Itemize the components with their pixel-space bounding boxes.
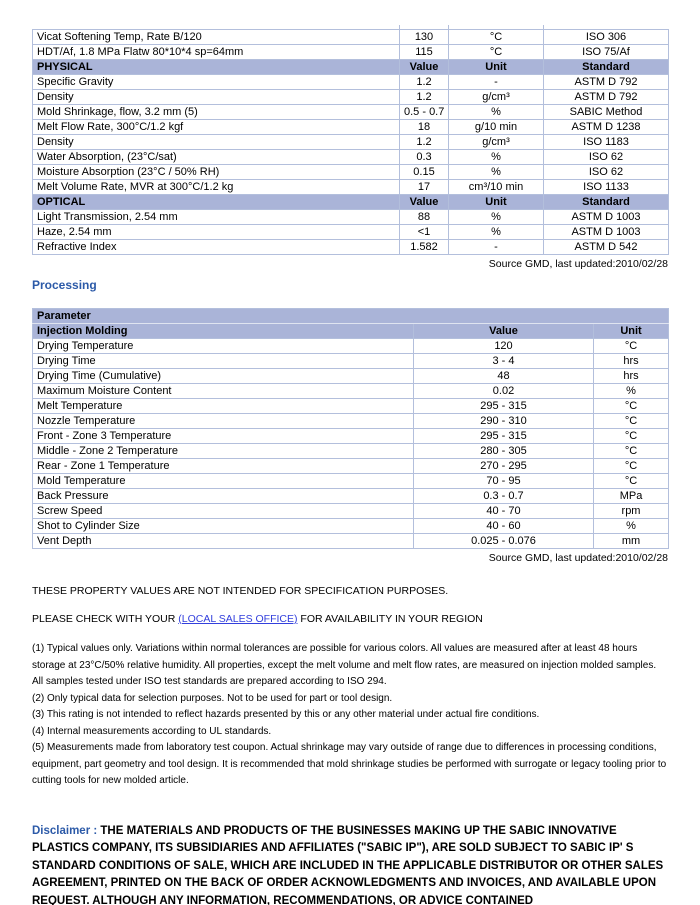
cell-value: 1.2 [400, 90, 449, 105]
cell-unit: Unit [449, 195, 544, 210]
cell-value: 270 - 295 [414, 459, 594, 474]
table-row [33, 120, 669, 135]
disclaimer [32, 823, 668, 905]
cell-value: Value [400, 60, 449, 75]
footnotes [32, 641, 668, 790]
cell-value: 40 - 60 [414, 519, 594, 534]
cell-unit: hrs [594, 369, 669, 384]
cell-standard: ISO 75/Af [544, 45, 669, 60]
footnote: (5) Measurements made from laboratory test coupon. Actual shrinkage may vary outside of range due to differences in processing conditions, equipment, part geometry and tool design. It is recommended that mold shrinkage studies be performed with surrogate or legacy tooling prior to cutting tools for new molded article. [32, 742, 667, 786]
cell-value: 1.2 [400, 75, 449, 90]
availability-prefix: PLEASE CHECK WITH YOUR [32, 613, 179, 625]
cell-value: 18 [400, 120, 449, 135]
cell-standard: ASTM D 1003 [544, 225, 669, 240]
cell-label: Vent Depth [33, 534, 414, 549]
cell-standard: ISO 62 [544, 150, 669, 165]
cell-unit: °C [594, 339, 669, 354]
cell-label: Front - Zone 3 Temperature [33, 429, 414, 444]
cell-unit: % [449, 225, 544, 240]
cell-label: Specific Gravity [33, 75, 400, 90]
cell-value: <1 [400, 225, 449, 240]
table-row [33, 459, 669, 474]
cell-label: PHYSICAL [33, 60, 400, 75]
cell-label: Moisture Absorption (23°C / 50% RH) [33, 165, 400, 180]
cell-standard: ASTM D 1238 [544, 120, 669, 135]
cell-value: 280 - 305 [414, 444, 594, 459]
cell-label: Drying Time [33, 354, 414, 369]
cell-unit: Unit [449, 60, 544, 75]
column-header-unit: Unit [594, 324, 669, 339]
table-row [33, 165, 669, 180]
source-note: Source GMD, last updated:2010/02/28 [488, 552, 668, 564]
cell-label: Rear - Zone 1 Temperature [33, 459, 414, 474]
section-header-row [33, 60, 669, 75]
parameter-header-cell: Parameter [33, 309, 669, 324]
cell-label: Melt Temperature [33, 399, 414, 414]
cell-unit: rpm [594, 504, 669, 519]
cell-label: Mold Shrinkage, flow, 3.2 mm (5) [33, 105, 400, 120]
cell-standard: ASTM D 1003 [544, 210, 669, 225]
cell-unit: % [594, 384, 669, 399]
cell-label: Refractive Index [33, 240, 400, 255]
section-header-row [33, 195, 669, 210]
table-row [33, 369, 669, 384]
cell-unit: g/cm³ [449, 135, 544, 150]
cell-label: Water Absorption, (23°C/sat) [33, 150, 400, 165]
cell-unit: - [449, 75, 544, 90]
cell-unit: °C [594, 429, 669, 444]
availability-note [32, 613, 668, 625]
cell-value: 40 - 70 [414, 504, 594, 519]
cell-value: 88 [400, 210, 449, 225]
table-row [33, 135, 669, 150]
cell-value: 0.3 [400, 150, 449, 165]
cell-label: Nozzle Temperature [33, 414, 414, 429]
table-row [33, 30, 669, 45]
processing-heading: Processing [32, 278, 97, 292]
table-row [33, 354, 669, 369]
cell-label: Maximum Moisture Content [33, 384, 414, 399]
table-row [33, 90, 669, 105]
cell-label: Vicat Softening Temp, Rate B/120 [33, 30, 400, 45]
cell-value: 295 - 315 [414, 399, 594, 414]
cell-value: Value [400, 195, 449, 210]
cell-label: Mold Temperature [33, 474, 414, 489]
table-row [33, 45, 669, 60]
spec-purpose-note: THESE PROPERTY VALUES ARE NOT INTENDED FOR SPECIFICATION PURPOSES. [32, 585, 449, 597]
table-row [33, 225, 669, 240]
table-row [33, 384, 669, 399]
table-row [33, 399, 669, 414]
cell-standard: Standard [544, 195, 669, 210]
cell-unit: % [449, 150, 544, 165]
disclaimer-label: Disclaimer : [32, 824, 98, 837]
cell-standard: ASTM D 542 [544, 240, 669, 255]
cell-unit: cm³/10 min [449, 180, 544, 195]
table-row [33, 150, 669, 165]
cell-unit: mm [594, 534, 669, 549]
cell-value: 295 - 315 [414, 429, 594, 444]
cell-label: Shot to Cylinder Size [33, 519, 414, 534]
cell-label: Density [33, 90, 400, 105]
cell-unit: % [594, 519, 669, 534]
cell-label: Back Pressure [33, 489, 414, 504]
parameter-group-header [33, 309, 669, 324]
cell-unit: % [449, 165, 544, 180]
cell-standard: ISO 1133 [544, 180, 669, 195]
local-sales-office-link[interactable]: (LOCAL SALES OFFICE) [178, 613, 298, 625]
cell-label: Middle - Zone 2 Temperature [33, 444, 414, 459]
cell-label: Drying Temperature [33, 339, 414, 354]
disclaimer-text: THE MATERIALS AND PRODUCTS OF THE BUSINESSES MAKING UP THE SABIC INNOVATIVE PLASTICS COMPANY, ITS SUBSIDIARIES AND AFFILIATES ("SABIC IP"), ARE SOLD SUBJECT TO SABIC IP' S STANDARD CONDITIONS OF SALE, WHICH ARE INCLUDED IN THE APPLICABLE DISTRIBUTOR OR OTHER SALES AGREEMENT, PRINTED ON THE BACK OF ORDER ACKNOWLEDGMENTS AND INVOICES, AND AVAILABLE UPON REQUEST. ALTHOUGH ANY INFORMATION, RECOMMENDATIONS, OR ADVICE CONTAINED [32, 824, 664, 905]
column-header-injection-molding: Injection Molding [33, 324, 414, 339]
cell-standard: SABIC Method [544, 105, 669, 120]
table-row [33, 534, 669, 549]
cell-label: HDT/Af, 1.8 MPa Flatw 80*10*4 sp=64mm [33, 45, 400, 60]
cell-value: 0.5 - 0.7 [400, 105, 449, 120]
properties-table [32, 25, 669, 255]
cell-value: 48 [414, 369, 594, 384]
table-row [33, 240, 669, 255]
cell-unit: g/10 min [449, 120, 544, 135]
cell-standard: Standard [544, 60, 669, 75]
cell-label: Melt Flow Rate, 300°C/1.2 kgf [33, 120, 400, 135]
table-row [33, 474, 669, 489]
table-row [33, 180, 669, 195]
column-header-value: Value [414, 324, 594, 339]
table-row [33, 105, 669, 120]
table-row [33, 429, 669, 444]
cell-unit: - [449, 240, 544, 255]
cell-unit: g/cm³ [449, 90, 544, 105]
cell-value: 290 - 310 [414, 414, 594, 429]
table-row [33, 504, 669, 519]
cell-label: Screw Speed [33, 504, 414, 519]
cell-label: Light Transmission, 2.54 mm [33, 210, 400, 225]
cell-value: 0.02 [414, 384, 594, 399]
cell-value: 1.582 [400, 240, 449, 255]
processing-columns-header [33, 324, 669, 339]
table-row [33, 414, 669, 429]
cell-unit: % [449, 105, 544, 120]
cell-unit: °C [449, 45, 544, 60]
source-note: Source GMD, last updated:2010/02/28 [488, 258, 668, 270]
cell-standard: ISO 62 [544, 165, 669, 180]
cell-value: 130 [400, 30, 449, 45]
processing-table [32, 308, 669, 549]
table-row [33, 444, 669, 459]
footnote: (1) Typical values only. Variations within normal tolerances are possible for various colors. All values are measured after at least 48 hours storage at 23°C/50% relative humidity. All properties, except the melt volume and melt flow rates, are measured on injection molded samples. All samples tested under ISO test standards are prepared according to ISO 294. [32, 643, 657, 687]
table-row [33, 489, 669, 504]
cell-value: 1.2 [400, 135, 449, 150]
footnote: (4) Internal measurements according to UL standards. [32, 725, 272, 737]
cell-value: 120 [414, 339, 594, 354]
cell-unit: °C [594, 444, 669, 459]
cell-unit: % [449, 210, 544, 225]
cell-value: 0.3 - 0.7 [414, 489, 594, 504]
table-row [33, 210, 669, 225]
cell-label: OPTICAL [33, 195, 400, 210]
cell-unit: hrs [594, 354, 669, 369]
cell-label: Melt Volume Rate, MVR at 300°C/1.2 kg [33, 180, 400, 195]
cell-value: 0.025 - 0.076 [414, 534, 594, 549]
cell-unit: °C [594, 474, 669, 489]
cell-value: 3 - 4 [414, 354, 594, 369]
cell-label: Density [33, 135, 400, 150]
cell-unit: °C [594, 399, 669, 414]
cell-standard: ISO 306 [544, 30, 669, 45]
cell-value: 0.15 [400, 165, 449, 180]
table-row [33, 519, 669, 534]
table-row [33, 75, 669, 90]
cell-standard: ISO 1183 [544, 135, 669, 150]
footnote: (2) Only typical data for selection purposes. Not to be used for part or tool design. [32, 692, 393, 704]
availability-suffix: FOR AVAILABILITY IN YOUR REGION [297, 613, 483, 625]
cell-unit: °C [449, 30, 544, 45]
cell-standard: ASTM D 792 [544, 75, 669, 90]
cell-value: 70 - 95 [414, 474, 594, 489]
cell-label: Haze, 2.54 mm [33, 225, 400, 240]
cell-unit: °C [594, 414, 669, 429]
cell-label: Drying Time (Cumulative) [33, 369, 414, 384]
cell-value: 17 [400, 180, 449, 195]
cell-unit: MPa [594, 489, 669, 504]
cell-standard: ASTM D 792 [544, 90, 669, 105]
table-row [33, 339, 669, 354]
cell-value: 115 [400, 45, 449, 60]
cell-unit: °C [594, 459, 669, 474]
footnote: (3) This rating is not intended to reflect hazards presented by this or any other material under actual fire conditions. [32, 709, 540, 720]
